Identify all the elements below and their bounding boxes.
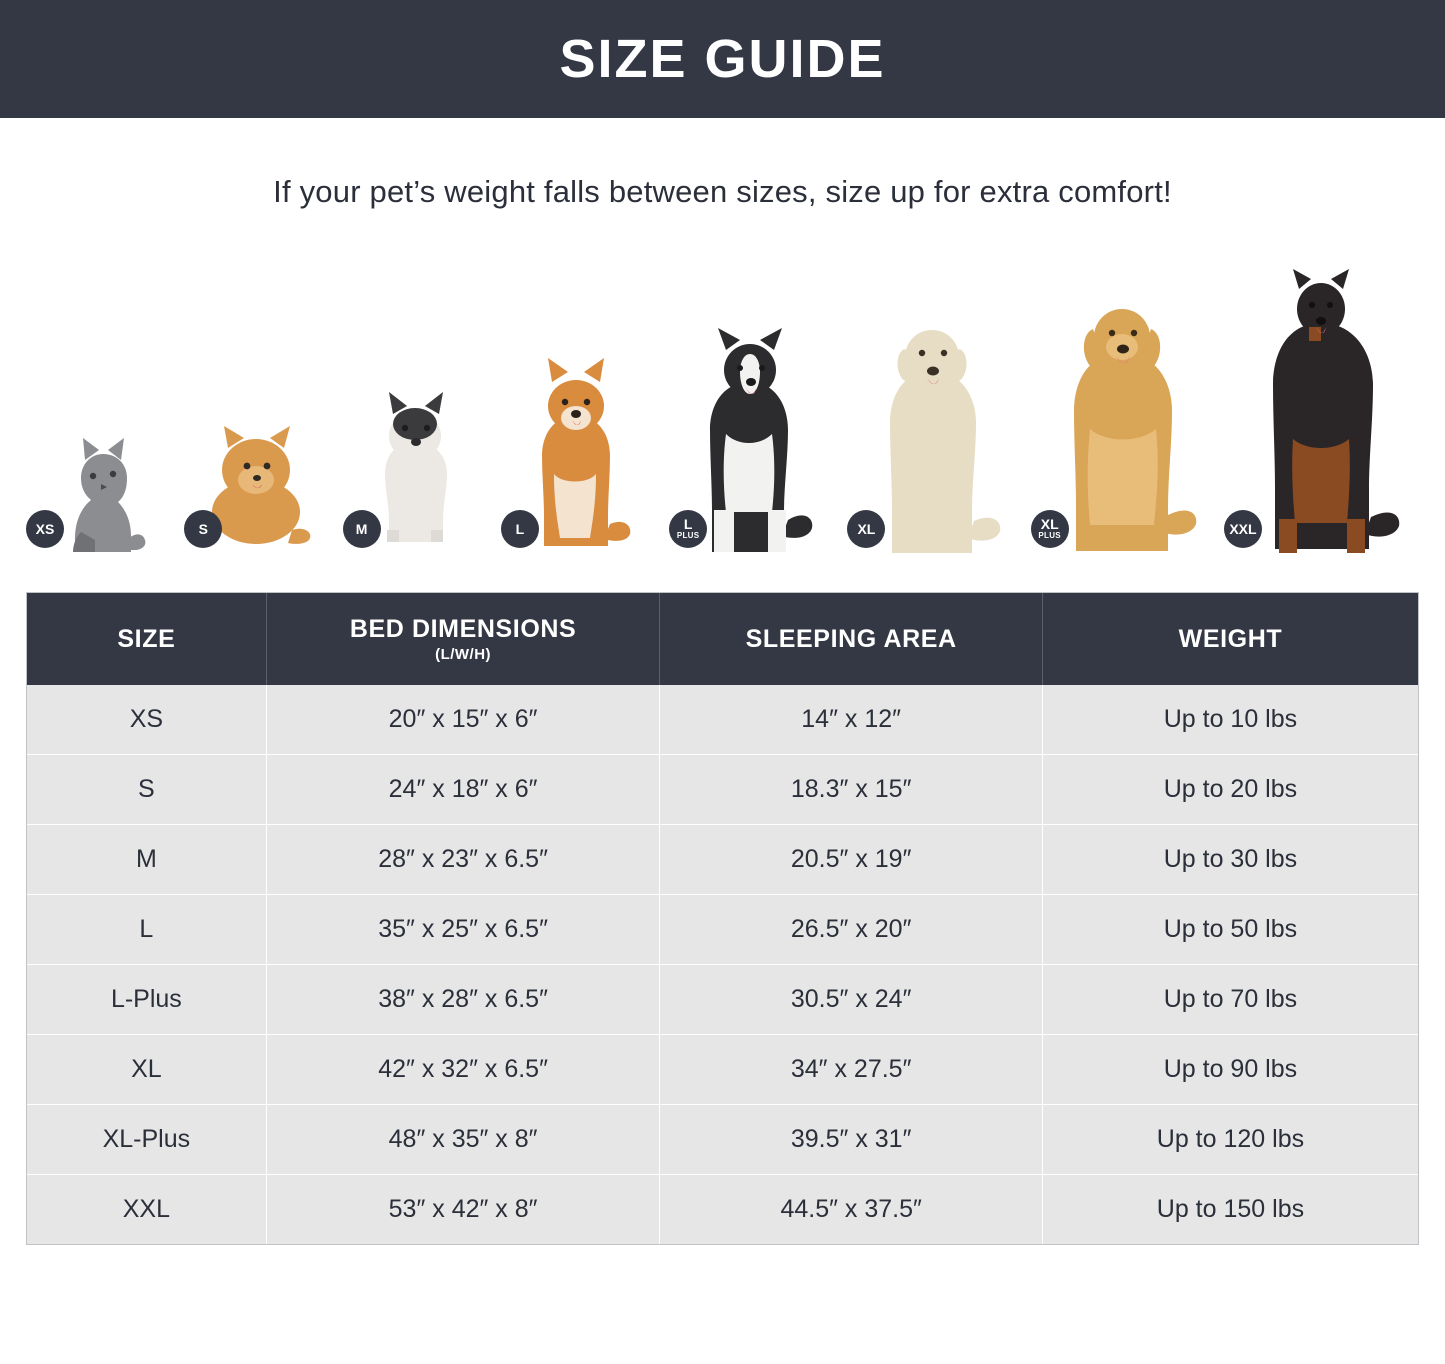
cell-size: M	[27, 825, 266, 895]
size-badge-label: L	[683, 516, 693, 533]
cell-weight: Up to 70 lbs	[1042, 965, 1418, 1035]
table-head	[27, 593, 1418, 685]
pet-illustration-border-collie	[669, 324, 839, 554]
column-header-bed-dimensions-label: BED DIMENSIONS	[349, 615, 577, 643]
size-badge-xxl	[1224, 510, 1262, 548]
size-badge-m	[343, 510, 381, 548]
size-badge-label: M	[355, 520, 368, 537]
cell-sleeping-area: 44.5″ x 37.5″	[660, 1175, 1043, 1245]
pet-illustration-pomeranian	[184, 404, 334, 554]
cell-weight: Up to 10 lbs	[1042, 685, 1418, 755]
cell-bed-dimensions: 42″ x 32″ x 6.5″	[266, 1035, 660, 1105]
pet-illustration-shiba-inu	[501, 354, 661, 554]
size-badge-label: S	[198, 520, 208, 537]
pet-size-illustrations	[0, 254, 1445, 554]
pet-illustration-cat	[26, 414, 176, 554]
cell-bed-dimensions: 48″ x 35″ x 8″	[266, 1105, 660, 1175]
cell-bed-dimensions: 28″ x 23″ x 6.5″	[266, 825, 660, 895]
size-badge-xs	[26, 510, 64, 548]
header-bar	[0, 0, 1445, 118]
size-badge-label: XXL	[1229, 520, 1257, 537]
size-table	[27, 593, 1418, 1244]
table-body	[27, 685, 1418, 1244]
cell-size: XL-Plus	[27, 1105, 266, 1175]
table-header-row	[27, 593, 1418, 685]
table-row	[27, 965, 1418, 1035]
cell-size: XL	[27, 1035, 266, 1105]
cell-size: L-Plus	[27, 965, 266, 1035]
cell-bed-dimensions: 35″ x 25″ x 6.5″	[266, 895, 660, 965]
cell-sleeping-area: 18.3″ x 15″	[660, 755, 1043, 825]
size-badge-l	[501, 510, 539, 548]
cell-sleeping-area: 14″ x 12″	[660, 685, 1043, 755]
table-row	[27, 685, 1418, 755]
cell-sleeping-area: 20.5″ x 19″	[660, 825, 1043, 895]
size-badge-l-plus	[669, 510, 707, 548]
pet-illustration-doberman	[1224, 269, 1419, 554]
cell-bed-dimensions: 38″ x 28″ x 6.5″	[266, 965, 660, 1035]
size-badge-sublabel: PLUS	[1038, 531, 1061, 541]
column-header-weight: WEIGHT	[1042, 593, 1418, 685]
column-header-bed-dimensions	[266, 593, 660, 685]
cell-sleeping-area: 30.5″ x 24″	[660, 965, 1043, 1035]
pet-illustration-french-bulldog	[343, 384, 493, 554]
cell-sleeping-area: 26.5″ x 20″	[660, 895, 1043, 965]
size-badge-sublabel: PLUS	[676, 531, 700, 541]
cell-weight: Up to 150 lbs	[1042, 1175, 1418, 1245]
size-badge-label: L	[515, 520, 525, 537]
table-row	[27, 1035, 1418, 1105]
cell-weight: Up to 90 lbs	[1042, 1035, 1418, 1105]
cell-size: XS	[27, 685, 266, 755]
column-header-bed-dimensions-sub: (L/W/H)	[435, 646, 492, 663]
table-row	[27, 1175, 1418, 1245]
size-badge-xl-plus	[1031, 510, 1069, 548]
cell-size: S	[27, 755, 266, 825]
doberman-icon	[1231, 269, 1411, 554]
size-table-container	[26, 592, 1419, 1245]
subtitle-text: If your pet’s weight falls between sizes, size up for extra comfort!	[273, 174, 1172, 209]
cell-weight: Up to 120 lbs	[1042, 1105, 1418, 1175]
cell-size: L	[27, 895, 266, 965]
table-row	[27, 755, 1418, 825]
cell-weight: Up to 20 lbs	[1042, 755, 1418, 825]
size-badge-label: XL	[1040, 516, 1059, 533]
pet-illustration-labrador	[847, 309, 1022, 554]
cell-bed-dimensions: 53″ x 42″ x 8″	[266, 1175, 660, 1245]
cell-weight: Up to 30 lbs	[1042, 825, 1418, 895]
pet-illustration-golden-retriever	[1031, 289, 1216, 554]
column-header-size: SIZE	[27, 593, 266, 685]
cell-sleeping-area: 39.5″ x 31″	[660, 1105, 1043, 1175]
table-row	[27, 825, 1418, 895]
column-header-sleeping-area: SLEEPING AREA	[660, 593, 1043, 685]
cell-weight: Up to 50 lbs	[1042, 895, 1418, 965]
cell-sleeping-area: 34″ x 27.5″	[660, 1035, 1043, 1105]
size-badge-label: XL	[857, 520, 876, 537]
cell-bed-dimensions: 24″ x 18″ x 6″	[266, 755, 660, 825]
cell-bed-dimensions: 20″ x 15″ x 6″	[266, 685, 660, 755]
cell-size: XXL	[27, 1175, 266, 1245]
size-badge-label: XS	[35, 520, 55, 537]
page-title: SIZE GUIDE	[559, 29, 886, 89]
table-row	[27, 895, 1418, 965]
table-row	[27, 1105, 1418, 1175]
